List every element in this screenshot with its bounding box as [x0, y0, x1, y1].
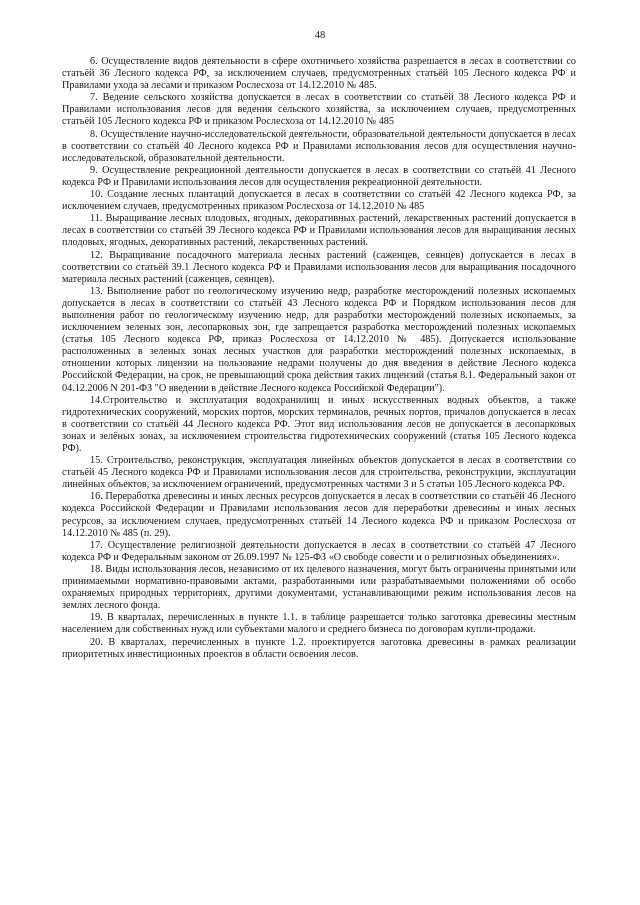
body-text — [62, 56, 576, 661]
paragraph-13: 13. Выполнение работ по геологическому изучению недр, разработке месторождений полезных ископаемых допускается в лесах в соответствии со статьёй 43 Лесного кодекса РФ и Порядком использования лесов для выполнения работ по геологическому изучению недр, для разработки месторождений полезных ископаемых, за исключением зеленых зон, лесопарковых зон, где запрещается разработка месторождений полезных ископаемых (статья 105 Лесного кодекса РФ, приказ Рослесхоза от 14.12.2010 № 485). Допускается использование расположенных в зеленых зонах лесных участков для разработки месторождений полезных ископаемых, в отношении которых лицензии на пользование недрами получены до дня введения в действие Лесного кодекса Российской Федерации, на срок, не превышающий срока действия таких лицензий (статья 8.1. Федеральный закон от 04.12.2006 N 201-ФЗ "О введении в действие Лесного кодекса Российской Федерации"). — [62, 285, 576, 394]
paragraph-16: 16. Переработка древесины и иных лесных ресурсов допускается в лесах в соответствии со статьёй 46 Лесного кодекса Российской Федерации и Правилами использования лесов для переработки древесины и иных лесных ресурсов, за исключением случаев, предусмотренных статьёй 14 Лесного кодекса РФ и приказом Рослесхоза от 14.12.2010 № 485 (п. 29). — [62, 491, 576, 539]
paragraph-9: 9. Осуществление рекреационной деятельности допускается в лесах в соответствии со статьёй 41 Лесного кодекса РФ и Правилами использования лесов для осуществления рекреационной деятельности. — [62, 164, 576, 188]
paragraph-10: 10. Создание лесных плантаций допускается в лесах в соответствии со статьёй 42 Лесного кодекса РФ, за исключением случаев, предусмотренных приказом Рослесхоза от 14.12.2010 № 485 — [62, 189, 576, 213]
paragraph-17: 17. Осуществление религиозной деятельности допускается в лесах в соответствии со статьёй 47 Лесного кодекса РФ и Федеральным законом от 26.09.1997 № 125-ФЗ «О свободе совести и о религиозных объединениях». — [62, 539, 576, 563]
paragraph-18: 18. Виды использования лесов, независимо от их целевого назначения, могут быть ограничены принятыми или принимаемыми нормативно-правовыми актами, разработанными или разрабатываемыми положениями об особо охраняемых природных территориях, другими документами, устанавливающими режим использования лесов на землях лесного фонда. — [62, 563, 576, 612]
paragraph-8: 8. Осуществление научно-исследовательской деятельности, образовательной деятельности допускается в лесах в соответствии со статьёй 40 Лесного кодекса РФ и Правилами использования лесов для осуществления научно-исследовательской, образовательной деятельности. — [62, 128, 576, 164]
paragraph-20: 20. В кварталах, перечисленных в пункте 1.2. проектируется заготовка древесины в рамках реализации приоритетных инвестиционных проектов в области освоения лесов. — [62, 636, 576, 660]
paragraph-6: 6. Осуществление видов деятельности в сфере охотничьего хозяйства разрешается в лесах в соответствии со статьёй 36 Лесного кодекса РФ, за исключением случаев, предусмотренных статьёй 105 Лесного кодекса РФ и Правилами ухода за лесами и приказом Рослесхоза от 14.12.2010 № 485. — [62, 56, 576, 92]
paragraph-7: 7. Ведение сельского хозяйства допускается в лесах в соответствии со статьёй 38 Лесного кодекса РФ и Правилами использования лесов для ведения сельского хозяйства, за исключением случаев, предусмотренных статьёй 105 Лесного кодекса РФ и приказом Рослесхоза от 14.12.2010 № 485 — [62, 92, 576, 128]
paragraph-12: 12. Выращивание посадочного материала лесных растений (саженцев, сеянцев) допускается в лесах в соответствии со статьёй 39.1 Лесного кодекса РФ и Правилами использования лесов для выращивания посадочного материала лесных растений (саженцев, сеянцев). — [62, 249, 576, 285]
paragraph-15: 15. Строительство, реконструкция, эксплуатация линейных объектов допускается в лесах в соответствии со статьёй 45 Лесного кодекса РФ и Правилами использования лесов для строительства, реконструкции, эксплуатации линейных объектов, за исключением ограничений, предусмотренных частями 3 и 5 статьи 105 Лесного кодекса РФ. — [62, 455, 576, 491]
page-number: 48 — [314, 30, 326, 41]
paragraph-19: 19. В кварталах, перечисленных в пункте 1.1. в таблице разрешается только заготовка древесины местным населением для собственных нужд или субъектами малого и среднего бизнеса по договорам купли-продажи. — [62, 612, 576, 636]
paragraph-11: 11. Выращивание лесных плодовых, ягодных, декоративных растений, лекарственных растений допускается в лесах в соответствии со статьёй 39 Лесного кодекса РФ и Правилами использования лесов для выращивания лесных плодовых, ягодных, декоративных растений, лекарственных растений. — [62, 213, 576, 249]
paragraph-14: 14.Строительство и эксплуатация водохранилищ и иных искусственных водных объектов, а также гидротехнических сооружений, морских портов, морских терминалов, речных портов, причалов допускается в лесах в соответствии со статьёй 44 Лесного кодекса РФ. Этот вид использования лесов не допускается в лесопарковых зонах и зелёных зонах, за исключением строительства гидротехнических сооружений (статья 105 Лесного кодекса РФ). — [62, 394, 576, 454]
